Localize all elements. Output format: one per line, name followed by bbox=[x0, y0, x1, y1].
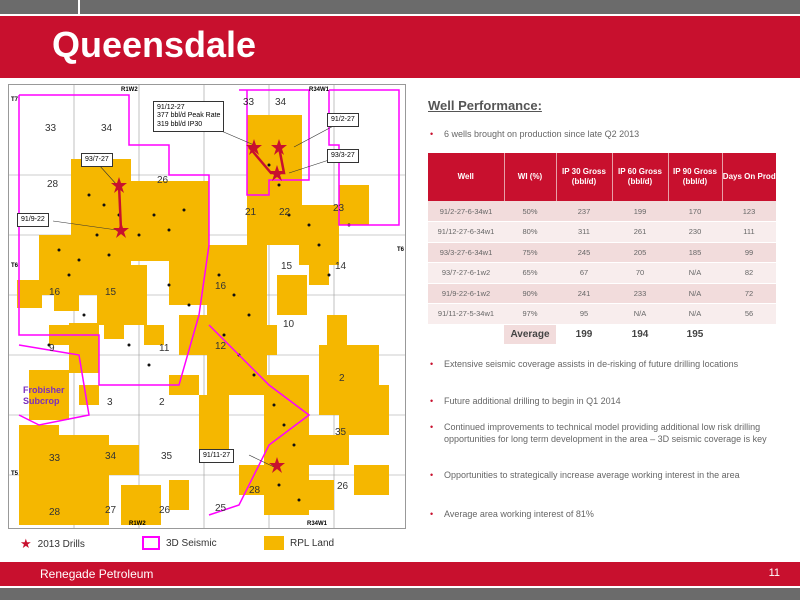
legend-seismic: 3D Seismic bbox=[166, 537, 217, 549]
seismic-swatch-icon bbox=[142, 536, 160, 550]
table-row: 91/12-27-6-34w1 80% 311 261 230 111 bbox=[428, 222, 776, 243]
bullet-icon: • bbox=[430, 509, 434, 519]
average-row: Average 199 194 195 bbox=[428, 324, 776, 344]
bullet-icon: • bbox=[430, 359, 434, 369]
bullet-icon: • bbox=[430, 470, 434, 480]
company-name: Renegade Petroleum bbox=[40, 567, 154, 581]
callout-91-12-27: 91/12-27 377 bbl/d Peak Rate 319 bbl/d IP30 bbox=[153, 101, 224, 132]
range-label: R34W1 bbox=[307, 521, 328, 527]
legend-drills: 2013 Drills bbox=[37, 538, 85, 550]
land-map: 33 34 26 28 33 34 21 22 23 16 15 16 15 14 9 11 12 10 2 3 2 35 33 34 35 28 27 26 25 28 26 R1W2 R34W1 R1W2 R34W1 T7 T6 T6 T5 Frobisher Subcrop 91/12-27 377 bbl/d Peak Rate 319 bbl/d IP30 91/2-27 93/7-27 93/3-27 91/9-22 91/11-27 bbox=[8, 84, 406, 529]
callout-91-9-22: 91/9-22 bbox=[17, 213, 49, 227]
range-label: R1W2 bbox=[121, 87, 138, 93]
intro-bullet: • 6 wells brought on production since late Q2 2013 bbox=[430, 129, 640, 139]
table-row: 93/3-27-6-34w1 75% 245 205 185 99 bbox=[428, 242, 776, 263]
title-bar bbox=[0, 16, 800, 78]
table-row: 91/9-22-6-1w2 90% 241 233 N/A 72 bbox=[428, 283, 776, 304]
average-label: Average bbox=[504, 324, 556, 344]
table-row: 93/7-27-6-1w2 65% 67 70 N/A 82 bbox=[428, 263, 776, 284]
bullet-item: • Extensive seismic coverage assists in de-risking of future drilling locations bbox=[430, 359, 739, 369]
top-stripe bbox=[0, 0, 800, 16]
bullet-icon: • bbox=[430, 396, 434, 406]
bullet-item: • Continued improvements to technical model providing additional low risk drilling opportunities for long term development in the area – 3D seismic coverage is key bbox=[430, 422, 767, 445]
township-label: T7 bbox=[11, 97, 19, 103]
page-number: 11 bbox=[768, 567, 780, 579]
frobisher-subcrop-label: Frobisher Subcrop bbox=[23, 385, 65, 406]
township-label: T6 bbox=[11, 263, 19, 269]
map-legend bbox=[8, 532, 406, 554]
range-label: R1W2 bbox=[129, 521, 146, 527]
star-icon: ★ bbox=[20, 536, 32, 551]
table-header: Well WI (%) IP 30 Gross (bbl/d) IP 60 Gross (bbl/d) IP 90 Gross (bbl/d) Days On Prod bbox=[428, 153, 776, 201]
bullet-item: • Opportunities to strategically increase average working interest in the area bbox=[430, 470, 740, 480]
well-performance-heading: Well Performance: bbox=[428, 98, 542, 113]
callout-93-3-27: 93/3-27 bbox=[327, 149, 359, 163]
bullet-icon: • bbox=[430, 422, 434, 432]
footer-bar bbox=[0, 562, 800, 586]
township-label: T5 bbox=[11, 471, 19, 477]
bottom-stripe bbox=[0, 588, 800, 600]
table-row: 91/11-27-5-34w1 97% 95 N/A N/A 56 bbox=[428, 304, 776, 325]
well-performance-table bbox=[428, 153, 776, 345]
legend-land: RPL Land bbox=[290, 537, 335, 549]
slide-title: Queensdale bbox=[52, 24, 257, 65]
bullet-item: • Future additional drilling to begin in Q1 2014 bbox=[430, 396, 621, 406]
bullet-item: • Average area working interest of 81% bbox=[430, 509, 594, 519]
callout-91-11-27: 91/11-27 bbox=[199, 449, 234, 463]
range-label: R34W1 bbox=[309, 87, 330, 93]
table-row: 91/2-27-6-34w1 50% 237 199 170 123 bbox=[428, 201, 776, 222]
township-label: T6 bbox=[397, 247, 405, 253]
land-swatch-icon bbox=[264, 536, 284, 550]
bullet-icon: • bbox=[430, 129, 434, 139]
callout-93-7-27: 93/7-27 bbox=[81, 153, 113, 167]
callout-91-2-27: 91/2-27 bbox=[327, 113, 359, 127]
